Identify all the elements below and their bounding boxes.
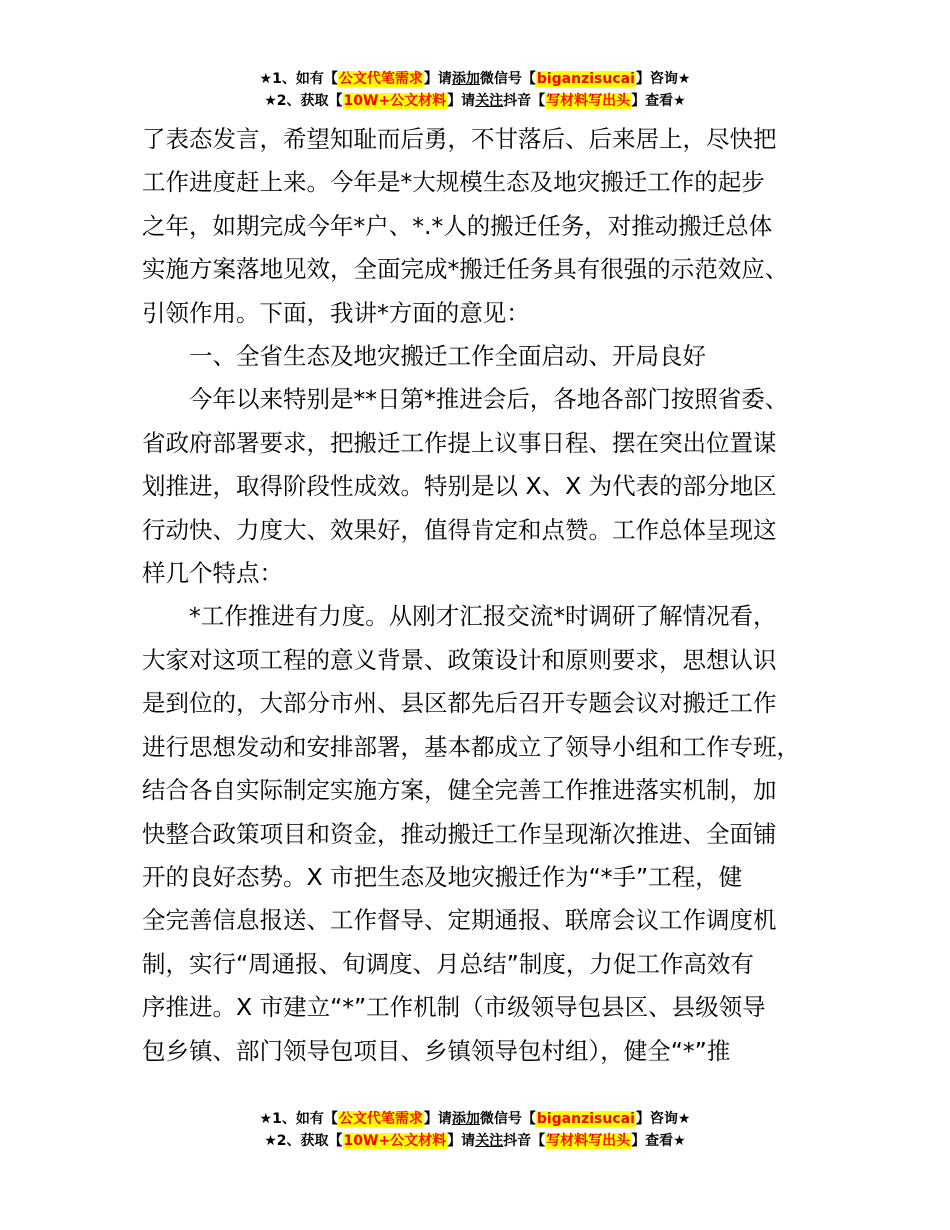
text-line: 实施方案落地见效，全面完成*搬迁任务具有很强的示范效应、 (142, 255, 789, 284)
banner-line-2 (0, 90, 950, 112)
banner-text: ★2、获取【 (264, 93, 343, 109)
text-line: 结合各自实际制定实施方案，健全完善工作推进落实机制，加 (142, 776, 777, 805)
text-line: 省政府部署要求，把搬迁工作提上议事日程、摆在突出位置谋 (142, 428, 777, 457)
text-line: 样几个特点： (142, 559, 283, 588)
banner-text: 】查看★ (631, 93, 686, 109)
text-line: 序推进。X 市建立“*”工作机制（市级领导包县区、县级领导 (142, 993, 766, 1022)
banner-text: 】咨询★ (635, 1111, 691, 1127)
banner-text: ★1、如有【 (259, 1111, 338, 1127)
banner-underline: 关注 (475, 93, 504, 109)
section-heading-1 (142, 335, 832, 378)
text-line: 划推进，取得阶段性成效。特别是以 X、X 为代表的部分地区 (142, 472, 777, 501)
banner-highlight: biganzisucai (536, 1111, 635, 1127)
banner-highlight: 公文代笔需求 (338, 1111, 423, 1127)
text-line: 包乡镇、部门领导包项目、乡镇领导包村组），健全“*”推 (142, 1036, 731, 1065)
text-line: 引领作用。下面，我讲*方面的意见： (142, 298, 530, 327)
text-line: 进行思想发动和安排部署，基本都成立了领导小组和工作专班， (142, 732, 800, 761)
text-line: 了表态发言，希望知耻而后勇，不甘落后、后来居上，尽快把 (142, 125, 777, 153)
banner-highlight: 10W+公文材料 (343, 1133, 447, 1149)
footer-banner (0, 1108, 950, 1152)
banner-highlight: 10W+公文材料 (343, 93, 447, 109)
text-line: 之年，如期完成今年*户、*.*人的搬迁任务，对推动搬迁总体 (142, 211, 773, 240)
banner-text: 】查看★ (631, 1133, 686, 1149)
text-line: 大家对这项工程的意义背景、政策设计和原则要求，思想认识 (142, 645, 777, 674)
banner-text: 】咨询★ (635, 71, 691, 87)
banner-text: ★1、如有【 (259, 71, 338, 87)
banner-text: 】请 (447, 1133, 476, 1149)
banner-underline: 添加 (451, 71, 480, 87)
text-line: *工作推进有力度。从刚才汇报交流*时调研了解情况看， (189, 602, 777, 631)
banner-text: 】请 (423, 71, 452, 87)
paragraph-1 (142, 118, 832, 335)
banner-highlight: biganzisucai (536, 71, 635, 87)
text-line: 是到位的，大部分市州、县区都先后召开专题会议对搬迁工作 (142, 689, 777, 718)
text-line: 制，实行“周通报、旬调度、月总结”制度，力促工作高效有 (142, 949, 754, 978)
banner-text: 】请 (423, 1111, 452, 1127)
banner-highlight: 写材料写出头 (546, 1133, 631, 1149)
header-banner (0, 68, 950, 112)
paragraph-3 (142, 595, 832, 1072)
text-line: 快整合政策项目和资金，推动搬迁工作呈现渐次推进、全面铺 (142, 819, 777, 848)
text-line: 今年以来特别是**日第*推进会后，各地各部门按照省委、 (189, 385, 789, 414)
banner-text: ★2、获取【 (264, 1133, 343, 1149)
banner-line-1 (0, 68, 950, 90)
text-line: 开的良好态势。X 市把生态及地灾搬迁作为“*手”工程，健 (142, 862, 743, 891)
banner-underline: 添加 (451, 1111, 480, 1127)
banner-highlight: 写材料写出头 (546, 93, 631, 109)
paragraph-2 (142, 378, 832, 595)
banner-underline: 关注 (475, 1133, 504, 1149)
text-line: 行动快、力度大、效果好，值得肯定和点赞。工作总体呈现这 (142, 515, 777, 544)
document-body (142, 118, 832, 1073)
banner-text: 抖音【 (503, 93, 546, 109)
banner-text: 抖音【 (503, 1133, 546, 1149)
banner-text: 微信号【 (479, 1111, 536, 1127)
banner-line-1 (0, 1108, 950, 1130)
banner-text: 】请 (447, 93, 476, 109)
heading-text: 一、全省生态及地灾搬迁工作全面启动、开局良好 (189, 342, 706, 371)
banner-line-2 (0, 1130, 950, 1152)
text-line: 工作进度赶上来。今年是*大规模生态及地灾搬迁工作的起步 (142, 168, 765, 197)
banner-text: 微信号【 (479, 71, 536, 87)
text-line: 全完善信息报送、工作督导、定期通报、联席会议工作调度机 (142, 906, 777, 935)
banner-highlight: 公文代笔需求 (338, 71, 423, 87)
